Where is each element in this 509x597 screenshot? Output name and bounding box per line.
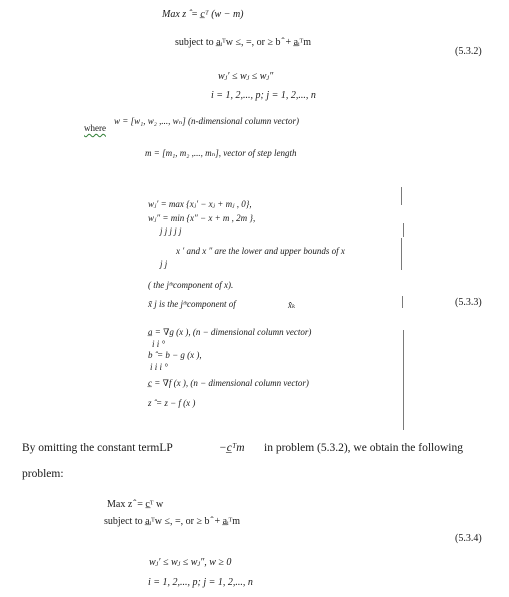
equation-number-5-3-2: (5.3.2) bbox=[455, 46, 482, 57]
bounds-line-2: wⱼ′ ≤ wⱼ ≤ wⱼ″, w ≥ 0 bbox=[149, 557, 232, 568]
bounds-line: wⱼ′ ≤ wⱼ ≤ wⱼ″ bbox=[218, 71, 274, 82]
component-note: ( the jᵗʰcomponent of x). bbox=[148, 280, 234, 290]
z-hat-def: z ̂ = z − f (x ) bbox=[148, 398, 196, 408]
w-lower-def: wⱼ′ = max {xⱼ′ − xⱼ + mⱼ , 0}, bbox=[148, 199, 252, 209]
bounds-text: x ′ and x ″ are the lower and upper bounds of x bbox=[176, 246, 345, 256]
w-upper-def: wⱼ″ = min {x″ − x + m , 2m }, bbox=[148, 213, 256, 223]
paragraph-continuation: in problem (5.3.2), we obtain the following bbox=[264, 442, 463, 454]
objective-line: Max z ̂ = c̲ᵀ (w − m) bbox=[162, 9, 244, 20]
w-upper-subscripts: j j j j j bbox=[160, 226, 182, 236]
equation-number-5-3-4: (5.3.4) bbox=[455, 533, 482, 544]
bounds-subscripts: j j bbox=[160, 259, 168, 269]
paragraph-start: By omitting the constant termLP bbox=[22, 442, 173, 454]
constant-term: −c̲ᵀm bbox=[219, 442, 245, 454]
a-gradient-subscripts: i i ° bbox=[152, 339, 166, 349]
where-word: where bbox=[84, 123, 106, 133]
constraint-line: subject to a̲ᵢᵀw ≤, =, or ≥ b ̂ + a̲ᵢᵀm bbox=[175, 37, 312, 48]
index-line: i = 1, 2,..., p; j = 1, 2,..., n bbox=[211, 90, 316, 101]
w-definition: w = [w₁, w₂ ,..., wₙ] (n-dimensional column vector) bbox=[114, 116, 299, 126]
brace-segment bbox=[401, 238, 402, 270]
b-hat-def: b ̂ = b − g (x ), bbox=[148, 350, 202, 360]
x-hat-k: x̂ₖ bbox=[288, 300, 296, 310]
b-hat-subscripts: i i i ° bbox=[150, 362, 168, 372]
m-definition: m = [m₁, m₂ ,..., mₙ], vector of step length bbox=[145, 148, 297, 158]
brace-segment bbox=[401, 187, 402, 205]
brace-segment bbox=[402, 296, 403, 308]
constraint-line-2: subject to a̲ᵢᵀw ≤, =, or ≥ b ̂ + a̲ᵢᵀm bbox=[104, 516, 241, 527]
x-tilde-def: x̃ j is the jᵗʰcomponent of bbox=[148, 299, 236, 309]
index-line-2: i = 1, 2,..., p; j = 1, 2,..., n bbox=[148, 577, 253, 588]
c-gradient-def: c̲ = ∇f (x ), (n − dimensional column vector) bbox=[148, 378, 309, 388]
paragraph-end: problem: bbox=[22, 468, 64, 480]
equation-number-5-3-3: (5.3.3) bbox=[455, 297, 482, 308]
objective-line-2: Max z ̂ = c̲ᵀ w bbox=[107, 499, 164, 510]
brace-segment bbox=[403, 330, 404, 430]
brace-segment bbox=[403, 223, 404, 237]
a-gradient-def: a̲ = ∇g (x ), (n − dimensional column vector) bbox=[148, 327, 312, 337]
